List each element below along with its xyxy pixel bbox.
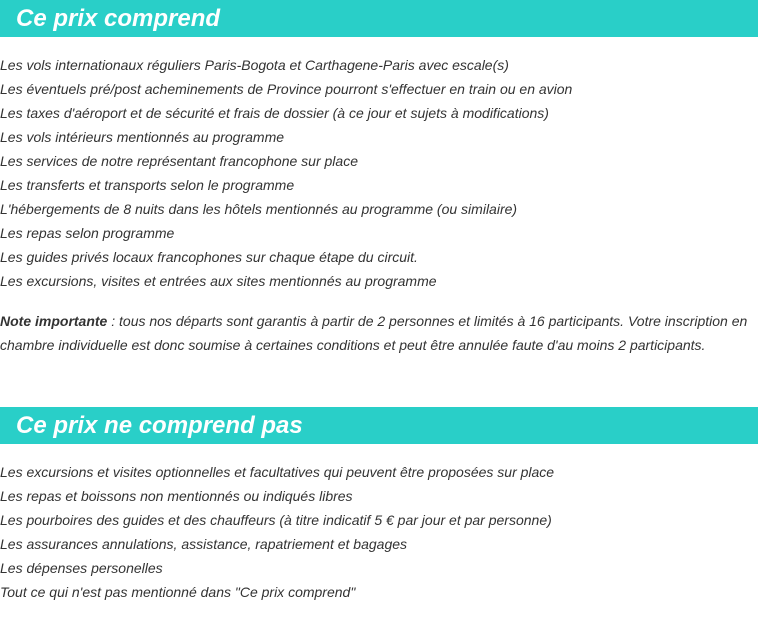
excluded-item: Les repas et boissons non mentionnés ou indiqués libres (0, 488, 353, 504)
included-item: Les repas selon programme (0, 225, 175, 241)
included-items-list (0, 53, 758, 293)
excluded-section-header (0, 407, 758, 444)
excluded-item: Les pourboires des guides et des chauffeurs (à titre indicatif 5 € par jour et par personne) (0, 512, 552, 528)
included-item: Les guides privés locaux francophones sur chaque étape du circuit. (0, 249, 418, 265)
excluded-items-list (0, 460, 758, 604)
included-item: Les éventuels pré/post acheminements de Province pourront s'effectuer en train ou en avion (0, 81, 573, 97)
included-item: Les vols intérieurs mentionnés au programme (0, 129, 285, 145)
included-item: Les vols internationaux réguliers Paris-Bogota et Carthagene-Paris avec escale(s) (0, 57, 509, 73)
included-item: Les taxes d'aéroport et de sécurité et frais de dossier (à ce jour et sujets à modifications) (0, 105, 549, 121)
included-section-header (0, 0, 758, 37)
included-section-title: Ce prix comprend (16, 5, 221, 32)
included-item: Les transferts et transports selon le programme (0, 177, 295, 193)
excluded-item: Les excursions et visites optionnelles et facultatives qui peuvent être proposées sur place (0, 464, 555, 480)
excluded-section-title: Ce prix ne comprend pas (16, 412, 303, 439)
included-item: L'hébergements de 8 nuits dans les hôtels mentionnés au programme (ou similaire) (0, 201, 518, 217)
included-item: Les excursions, visites et entrées aux sites mentionnés au programme (0, 273, 437, 289)
important-note-label: Note importante (0, 313, 108, 329)
important-note-text: : tous nos départs sont garantis à partir de 2 personnes et limités à 16 participants. Votre inscription en chambre individuelle est donc soumise à certaines conditions et peut être annulée faute d'au moins 2 participants. (0, 313, 748, 353)
excluded-item: Les dépenses personelles (0, 560, 163, 576)
important-note (0, 309, 750, 357)
excluded-item: Tout ce qui n'est pas mentionné dans "Ce prix comprend" (0, 584, 356, 600)
included-item: Les services de notre représentant francophone sur place (0, 153, 358, 169)
excluded-item: Les assurances annulations, assistance, rapatriement et bagages (0, 536, 408, 552)
